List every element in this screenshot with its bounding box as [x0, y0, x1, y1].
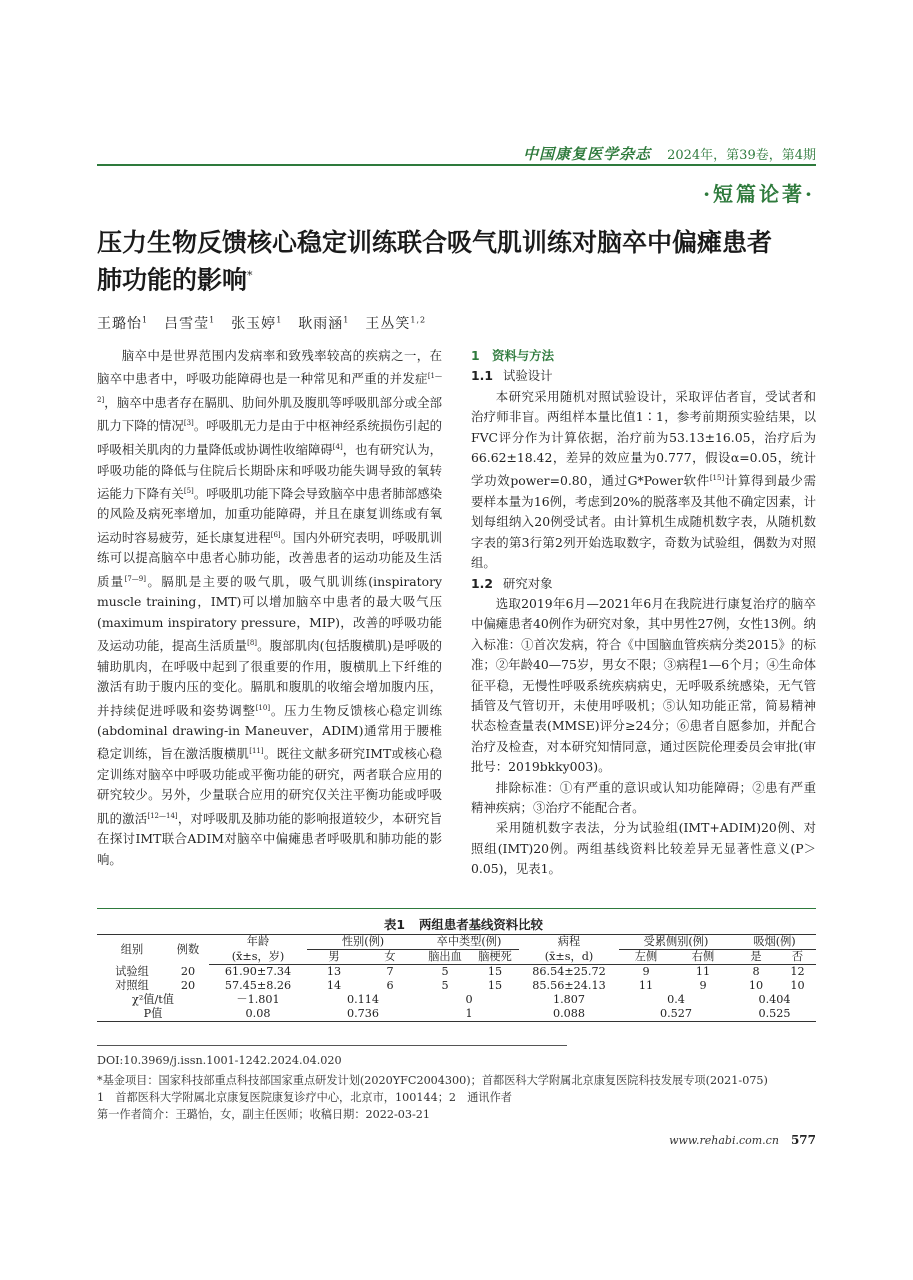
table-row-statistic: χ²值/t值 －1.801 0.114 0 1.807 0.4 0.404 [132, 993, 791, 1006]
author-list [97, 313, 426, 333]
right-column [471, 346, 816, 880]
intro-paragraph: 脑卒中是世界范围内发病率和致残率较高的疾病之一，在脑卒中患者中，呼吸功能障碍也是一种常见和严重的并发症[1—2]，脑卒中患者存在膈肌、肋间外肌及腹肌等呼吸肌部分或全部肌力下降的情况[3]。呼吸肌无力是由于中枢神经系统损伤引起的呼吸相关肌肉的力量降低或协调性收缩障碍[4]，也有研究认为，呼吸功能的降低与住院后长期卧床和呼吸功能失调导致的氧转运能力下降有关[5]。呼吸肌功能下降会导致脑卒中患者肺部感染的风险及病死率增加，加重功能障碍，并且在康复训练或有氧运动时容易疲劳，延长康复进程[6]。国内外研究表明，呼吸肌训练可以提高脑卒中患者心肺功能，改善患者的运动功能及生活质量[7—9]。膈肌是主要的吸气肌，吸气肌训练(inspiratory muscle training，IMT)可以增加脑卒中患者的最大吸气压(maximum inspiratory pressure，MIP)，改善的呼吸功能及运动功能，提高生活质量[8]。腹部肌肉(包括腹横肌)是呼吸的辅助肌肉，在呼吸中起到了很重要的作用，腹横肌上下纤维的激活有助于腹内压的变化。膈肌和腹肌的收缩会增加腹内压，并持续促进呼吸和姿势调整[10]。压力生物反馈核心稳定训练(abdominal drawing-in Maneuver，ADIM)通常用于腰椎稳定训练，旨在激活腹横肌[11]。既往文献多研究IMT或核心稳定训练对脑卒中呼吸功能或平衡功能的研究，两者联合应用的研究较少。另外，少量联合应用的研究仅关注平衡功能或呼吸肌的激活[12—14]，对呼吸肌及肺功能的影响报道较少，本研究旨在探讨IMT联合ADIM对脑卒中偏瘫患者呼吸肌和肺功能的影响。 [97, 348, 443, 867]
header-course: 病程 [519, 935, 619, 950]
author: 吕雪莹$^1$ [164, 315, 216, 332]
table-row: 试验组 20 61.90±7.34 13 7 5 15 86.54±25.72 9 11 8 12 [115, 964, 805, 978]
exclusion-paragraph: 排除标准：①有严重的意识或认知功能障碍；②患有严重精神疾病；③治疗不能配合者。 [471, 779, 816, 816]
first-author-note: 第一作者简介：王璐怡，女，副主任医师；收稿日期：2022-03-21 [97, 1108, 431, 1121]
header-side: 受累侧别(例) [619, 935, 733, 950]
author: 张玉婷$^1$ [231, 315, 283, 332]
header-yes: 是 [733, 950, 779, 965]
header-female: 女 [361, 950, 419, 965]
doi: DOI:10.3969/j.issn.1001-1242.2024.04.020 [97, 1054, 342, 1067]
header-n: 例数 [167, 935, 209, 965]
header-group: 组别 [97, 935, 167, 965]
article-title [97, 226, 817, 296]
header-sex: 性别(例) [307, 935, 419, 950]
affiliation-note: 1 首都医科大学附属北京康复医院康复诊疗中心，北京市，100144；2 通讯作者 [97, 1091, 512, 1104]
left-column [97, 346, 442, 870]
table-row-pvalue: P值 0.08 0.736 1 0.088 0.527 0.525 [97, 1007, 816, 1022]
section-heading: 1 资料与方法 [471, 348, 554, 363]
header-age: 年龄 [209, 935, 307, 950]
header-hemorrhage: 脑出血 [419, 950, 471, 965]
journal-website: www.rehabi.com.cn [669, 1134, 779, 1147]
header-smoking: 吸烟(例) [733, 935, 816, 950]
footnote-rule [97, 1045, 567, 1046]
subsection-heading: 1.2 研究对象 [471, 575, 553, 591]
running-header [523, 143, 816, 164]
header-left: 左侧 [619, 950, 673, 965]
table-top-rule [97, 908, 816, 909]
author: 王璐怡$^1$ [97, 315, 149, 332]
page-footer [669, 1133, 816, 1147]
title-line-1: 压力生物反馈核心稳定训练联合吸气肌训练对脑卒中偏瘫患者 [97, 228, 773, 257]
issue-info: 2024年，第39卷，第4期 [667, 148, 816, 163]
header-male: 男 [307, 950, 361, 965]
journal-name: 中国康复医学杂志 [523, 145, 652, 163]
table-caption: 表1 两组患者基线资料比较 [384, 917, 543, 932]
author: 王丛笑$^{1,2}$ [365, 315, 427, 332]
subjects-paragraph: 选取2019年6月—2021年6月在我院进行康复治疗的脑卒中偏瘫患者40例作为研究对象，其中男性27例，女性13例。纳入标准：①首次发病，符合《中国脑血管疾病分类2015》的标准；②年龄40—75岁，男女不限；③病程1—6个月；④生命体征平稳，无慢性呼吸系统疾病病史，无呼吸系统感染，无气管插管及气管切开，未使用呼吸机；⑤认知功能正常，简易精神状态检查量表(MMSE)评分≥24分；⑥患者自愿参加，并配合治疗及检查，对本研究知情同意，通过医院伦理委员会审批(审批号：2019bkky003)。 [471, 596, 816, 775]
header-course-unit: (x̄±s，d) [519, 950, 619, 965]
table-row: 对照组 20 57.45±8.26 14 6 5 15 85.56±24.13 11 9 10 10 [115, 979, 805, 992]
subsection-heading: 1.1 试验设计 [471, 368, 553, 384]
header-rule [97, 164, 816, 166]
grouping-paragraph: 采用随机数字表法，分为试验组(IMT+ADIM)20例、对照组(IMT)20例。两组基线资料比较差异无显著性意义(P＞0.05)，见表1。 [471, 820, 816, 877]
column-tag: ·短篇论著· [703, 182, 815, 206]
page-number: 577 [790, 1133, 816, 1147]
author: 耿雨涵$^1$ [298, 315, 350, 332]
title-fund-mark: * [247, 269, 253, 282]
fund-note: *基金项目：国家科技部重点科技部国家重点研发计划(2020YFC2004300)；首都医科大学附属北京康复医院科技发展专项(2021-075) [97, 1074, 768, 1087]
header-stroke-type: 卒中类型(例) [419, 935, 519, 950]
design-paragraph: 本研究采用随机对照试验设计，采取评估者盲，受试者和治疗师非盲。两组样本量比值1∶1，参考前期预实验结果，以FVC评分作为计算依据，治疗前为53.13±16.05，治疗后为66.62±18.42，差异的效应量为0.777，假设α=0.05，统计学功效power=0.80，通过G*Power软件[15]计算得到最少需要样本量为16例，考虑到20%的脱落率及其他不确定因素，计划每组纳入20例受试者。由计算机生成随机数字表，从随机数字表的第3行第2列开始选取数字，奇数为试验组，偶数为对照组。 [471, 388, 816, 571]
header-infarction: 脑梗死 [471, 950, 519, 965]
title-line-2: 肺功能的影响 [97, 265, 248, 295]
baseline-table [97, 934, 816, 1022]
header-no: 否 [779, 950, 816, 965]
header-age-unit: (x̄±s，岁) [209, 950, 307, 965]
header-right: 右侧 [673, 950, 733, 965]
